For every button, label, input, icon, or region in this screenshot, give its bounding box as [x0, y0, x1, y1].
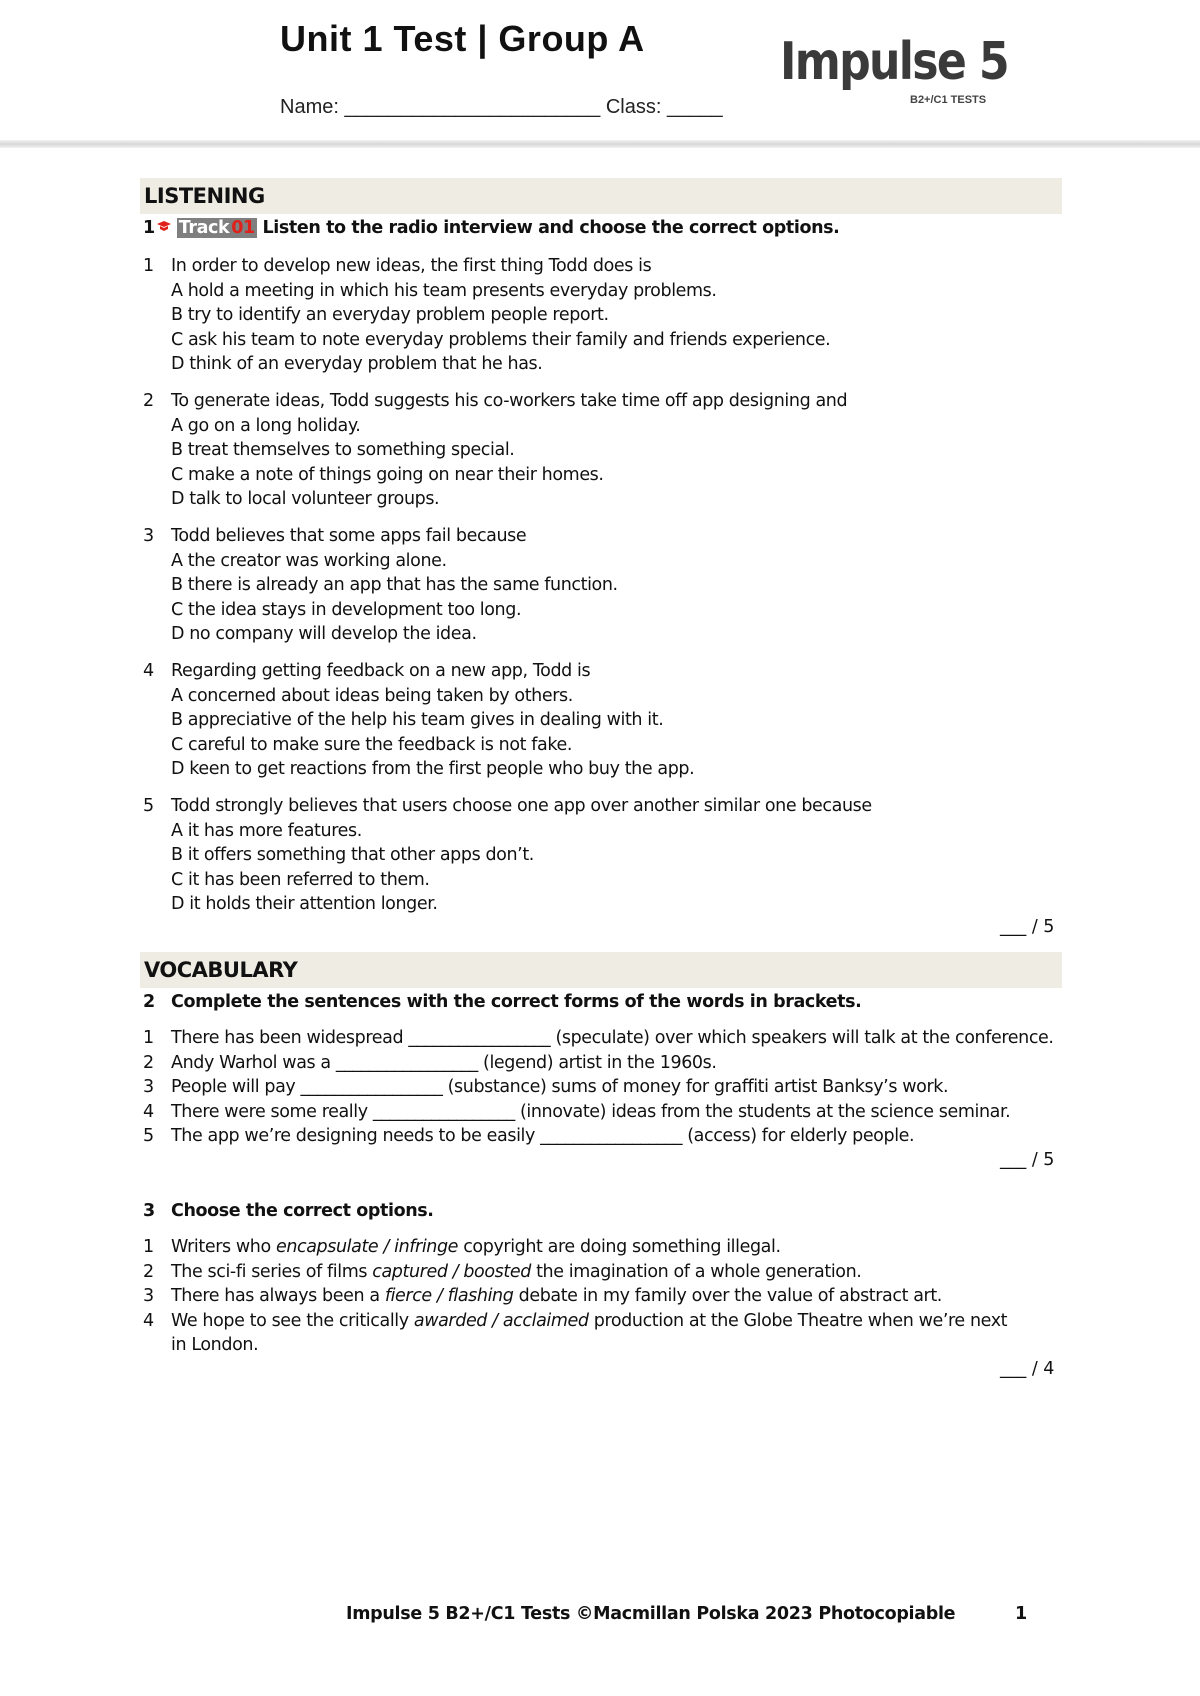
track-label: Track — [178, 218, 230, 238]
answer-option[interactable]: A go on a long holiday. — [171, 415, 361, 436]
item-text: The app we’re designing needs to be easily _________________ (access) for elderly people. — [171, 1126, 915, 1147]
answer-option[interactable]: B try to identify an everyday problem people report. — [171, 305, 609, 326]
listening-score: ___ / 5 — [1000, 917, 1055, 937]
answer-option[interactable]: C the idea stays in development too long. — [171, 599, 522, 620]
item-number: 2 — [143, 1052, 154, 1073]
name-class-line: Name: _______________________ Class: _____ — [280, 96, 723, 118]
sentence-end: debate in my family over the value of abstract art. — [513, 1286, 942, 1307]
answer-option[interactable]: B there is already an app that has the same function. — [171, 575, 618, 596]
item-text: People will pay _________________ (substance) sums of money for graffiti artist Banksy’s work. — [171, 1077, 949, 1098]
answer-option[interactable]: A the creator was working alone. — [171, 550, 447, 571]
item-number: 5 — [143, 1126, 154, 1147]
page-title: Unit 1 Test | Group A — [280, 18, 645, 59]
task-number: 1 — [143, 218, 155, 238]
task-2-score: ___ / 5 — [1000, 1150, 1055, 1170]
answer-option[interactable]: D no company will develop the idea. — [171, 624, 477, 645]
item-number: 2 — [143, 1261, 154, 1282]
sentence-start: Writers who — [171, 1237, 276, 1257]
section-title: VOCABULARY — [144, 958, 298, 982]
answer-option[interactable]: D think of an everyday problem that he has. — [171, 354, 543, 375]
answer-option[interactable]: C careful to make sure the feedback is not fake. — [171, 734, 572, 755]
page-number: 1 — [1015, 1604, 1028, 1624]
logo-text: Impulse 5 — [780, 32, 1008, 92]
task-number: 3 — [143, 1201, 155, 1221]
question-number: 5 — [143, 796, 154, 816]
question-number: 4 — [143, 661, 154, 681]
item-text — [171, 1260, 861, 1284]
footer-copyright: Impulse 5 B2+/C1 Tests ©Macmillan Polska 2023 Photocopiable — [346, 1604, 956, 1624]
item-text: There has been widespread _________________ (speculate) over which speakers will talk at the conference. — [171, 1028, 1054, 1048]
answer-option[interactable]: A concerned about ideas being taken by others. — [171, 685, 573, 706]
answer-option[interactable]: D keen to get reactions from the first people who buy the app. — [171, 759, 695, 780]
word-choice[interactable]: encapsulate / infringe — [275, 1237, 459, 1257]
impulse-logo — [780, 32, 1048, 106]
word-choice[interactable]: awarded / acclaimed — [413, 1310, 589, 1331]
question-number: 2 — [143, 391, 154, 411]
item-text — [171, 1284, 942, 1308]
answer-option[interactable]: C ask his team to note everyday problems their family and friends experience. — [171, 329, 831, 350]
question-number: 1 — [143, 256, 154, 276]
answer-option[interactable]: B treat themselves to something special. — [171, 440, 515, 461]
sentence-end: copyright are doing something illegal. — [458, 1237, 781, 1257]
sentence-end: the imagination of a whole generation. — [530, 1261, 862, 1282]
item-text: There were some really _________________ (innovate) ideas from the students at the science seminar. — [171, 1101, 1011, 1122]
task-1-instruction — [143, 216, 839, 240]
answer-option[interactable]: C it has been referred to them. — [171, 869, 430, 890]
item-number: 4 — [143, 1310, 154, 1331]
audio-track-icon[interactable] — [157, 223, 171, 233]
item-text — [171, 1309, 1007, 1333]
answer-option[interactable]: D it holds their attention longer. — [171, 894, 438, 915]
item-text — [171, 1235, 781, 1259]
section-vocabulary — [140, 952, 1062, 988]
answer-option[interactable]: B appreciative of the help his team gives in dealing with it. — [171, 710, 664, 731]
track-number: 01 — [231, 218, 255, 238]
instruction-text: Complete the sentences with the correct forms of the words in brackets. — [171, 992, 862, 1012]
answer-option[interactable]: A it has more features. — [171, 820, 362, 841]
section-listening — [140, 178, 1062, 214]
item-number: 3 — [143, 1286, 154, 1307]
question-text: Todd believes that some apps fail because — [171, 526, 527, 546]
question-number: 3 — [143, 526, 154, 546]
section-title: LISTENING — [144, 184, 265, 208]
item-number: 1 — [143, 1028, 154, 1048]
sentence-start: The sci-fi series of films — [171, 1261, 373, 1282]
question-text: Regarding getting feedback on a new app, Todd is — [171, 661, 591, 681]
header-divider — [0, 140, 1200, 148]
sentence-start: We hope to see the critically — [171, 1310, 414, 1331]
instruction-text: Listen to the radio interview and choose the correct options. — [262, 218, 840, 238]
task-number: 2 — [143, 992, 155, 1012]
sentence-start: There has always been a — [171, 1286, 385, 1307]
word-choice[interactable]: captured / boosted — [372, 1261, 531, 1282]
item-number: 4 — [143, 1101, 154, 1122]
answer-option[interactable]: C make a note of things going on near their homes. — [171, 464, 604, 485]
answer-option[interactable]: A hold a meeting in which his team presents everyday problems. — [171, 280, 717, 301]
item-number: 3 — [143, 1077, 154, 1098]
question-text: Todd strongly believes that users choose one app over another similar one because — [171, 796, 872, 816]
question-text: In order to develop new ideas, the first thing Todd does is — [171, 256, 652, 276]
item-number: 1 — [143, 1237, 154, 1257]
sentence-continuation: in London. — [171, 1335, 259, 1356]
task-3-score: ___ / 4 — [1000, 1359, 1055, 1379]
item-text: Andy Warhol was a _________________ (legend) artist in the 1960s. — [171, 1052, 717, 1073]
sentence-end: production at the Globe Theatre when we’re next — [588, 1310, 1008, 1331]
answer-option[interactable]: B it offers something that other apps don’t. — [171, 845, 534, 866]
instruction-text: Choose the correct options. — [171, 1201, 434, 1221]
page-header — [0, 0, 1200, 150]
logo-subtitle: B2+/C1 TESTS — [910, 94, 987, 106]
word-choice[interactable]: fierce / flashing — [384, 1286, 514, 1307]
question-text: To generate ideas, Todd suggests his co-workers take time off app designing and — [171, 391, 848, 411]
answer-option[interactable]: D talk to local volunteer groups. — [171, 489, 440, 510]
